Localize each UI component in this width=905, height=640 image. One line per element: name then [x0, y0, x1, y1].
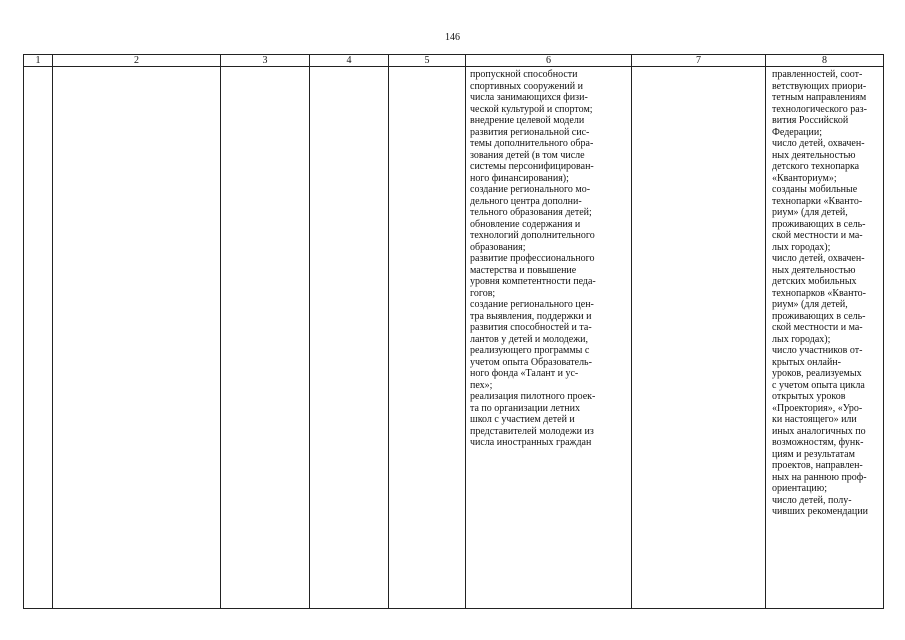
cell-col-4 [310, 67, 389, 609]
header-cell-3: 3 [221, 55, 310, 67]
indicators-text: правленностей, соот- ветствующих приори- тетным направлениям технологического раз- вития Российской Федерации; число детей, охвачен- ных деятельностью детского технопарка «Кванториум»; созданы мобильные технопарки «Кванто- риум» (для детей, проживающих в сель- ской местности и ма- лых городах); число детей, охвачен- ных деятельностью детских мобильных технопарков «Кванто- риум» (для детей, проживающих в сель- ской местности и ма- лых городах); число участников от- крытых онлайн- уроков, реализуемых с учетом опыта цикла открытых уроков «Проектория», «Уро- ки настоящего» или иных аналогичных по возможностям, функ- циям и результатам проектов, направлен- ных на раннюю проф- ориентацию; число детей, полу- чивших рекомендации [772, 69, 868, 517]
table-row [24, 67, 884, 609]
cell-col-2 [53, 67, 221, 609]
cell-col-6 [466, 67, 632, 609]
header-cell-8: 8 [766, 55, 884, 67]
cell-col-8 [766, 67, 884, 609]
events-text: пропускной способности спортивных сооружений и числа занимающихся физи- ческой культурой и спортом; внедрение целевой модели развития региональной сис- темы дополнительного обра- зования детей (в том числе системы персонифицирован- ного финансирования); создание регионального мо- дельного центра дополни- тельного образования детей; обновление содержания и технологий дополнительного образования; развитие профессионального мастерства и повышение уровня компетентности педа- гогов; создание регионального цен- тра выявления, поддержки и развития способностей и та- лантов у детей и молодежи, реализующего программы с учетом опыта Образователь- ного фонда «Талант и ус- пех»; реализация пилотного проек- та по организации летних школ с участием детей и представителей молодежи из числа иностранных граждан [470, 69, 596, 448]
cell-col-5 [389, 67, 466, 609]
cell-col-1 [24, 67, 53, 609]
cell-col-7 [632, 67, 766, 609]
page-number: 146 [445, 32, 460, 43]
header-cell-7: 7 [632, 55, 766, 67]
header-row [24, 55, 884, 67]
header-cell-4: 4 [310, 55, 389, 67]
header-cell-2: 2 [53, 55, 221, 67]
document-table [23, 54, 884, 609]
header-cell-1: 1 [24, 55, 53, 67]
header-cell-6: 6 [466, 55, 632, 67]
header-cell-5: 5 [389, 55, 466, 67]
cell-col-3 [221, 67, 310, 609]
